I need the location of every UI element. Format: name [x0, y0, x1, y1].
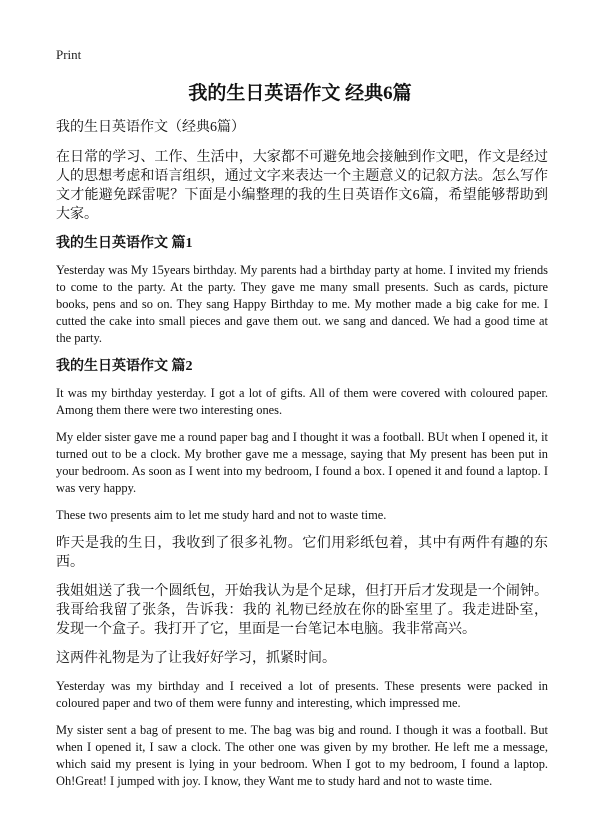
essay2-paragraph-4: 昨天是我的生日，我收到了很多礼物。它们用彩纸包着，其中有两件有趣的东西。 — [56, 536, 548, 570]
essay2-paragraph-3: These two presents aim to let me study hard and not to waste time. — [56, 508, 387, 522]
essay2-paragraph-5: 我姐姐送了我一个圆纸包，开始我认为是个足球，但打开后才发现是一个闹钟。我哥给我留了张条，告诉我：我的 礼物已经放在你的卧室里了。我走进卧室，发现一个盒子。我打开了它，里面是一台笔记本电脑。我非常高兴。 — [56, 584, 548, 637]
essay2-paragraph-8: My sister sent a bag of present to me. The bag was big and round. I though it was a football. But when I opened it, I saw a clock. The other one was given by my brother. He left me a message, which said my present is lying in your bedroom. When I got to my bedroom, I found a laptop. Oh!Great! I jumped with joy. I know, they Want me to study hard and not to waste time. — [56, 723, 548, 788]
essay2-paragraph-7: Yesterday was my birthday and I received a lot of presents. These presents were packed in coloured paper and two of them were funny and interesting, which impressed me. — [56, 679, 548, 710]
section-heading-1: 我的生日英语作文 篇1 — [56, 236, 193, 251]
essay2-paragraph-2: My elder sister gave me a round paper bag and I thought it was a football. BUt when I opened it, it turned out to be a clock. My brother gave me a message, saying that My present has been put in your bedroom. As soon as I went into my bedroom, I found a box. I opened it and found a laptop. I was very happy. — [56, 430, 548, 495]
print-link[interactable]: Print — [56, 47, 82, 62]
section-heading-2: 我的生日英语作文 篇2 — [56, 359, 193, 374]
essay1-paragraph-1: Yesterday was My 15years birthday. My parents had a birthday party at home. I invited my friends to come to the party. At the party. They gave me many small presents. Such as cards, picture books, pens and so on. They sang Happy Birthday to me. My mother made a big cake for me. I cutted the cake into small pieces and gave them out. we sang and danced. We had a good time at the party. — [56, 263, 548, 345]
page-title: 我的生日英语作文 经典6篇 — [188, 83, 412, 104]
article-subtitle: 我的生日英语作文（经典6篇） — [56, 120, 245, 135]
intro-paragraph: 在日常的学习、工作、生活中，大家都不可避免地会接触到作文吧，作文是经过人的思想考虑和语言组织，通过文字来表达一个主题意义的记叙方法。怎么写作文才能避免踩雷呢？下面是小编整理的我的生日英语作文6篇，希望能够帮助到大家。 — [56, 150, 548, 222]
essay2-paragraph-6: 这两件礼物是为了让我好好学习，抓紧时间。 — [56, 651, 336, 666]
essay2-paragraph-1: It was my birthday yesterday. I got a lot of gifts. All of them were covered with coloured paper. Among them there were two interesting ones. — [56, 386, 548, 417]
article-body — [56, 118, 548, 800]
